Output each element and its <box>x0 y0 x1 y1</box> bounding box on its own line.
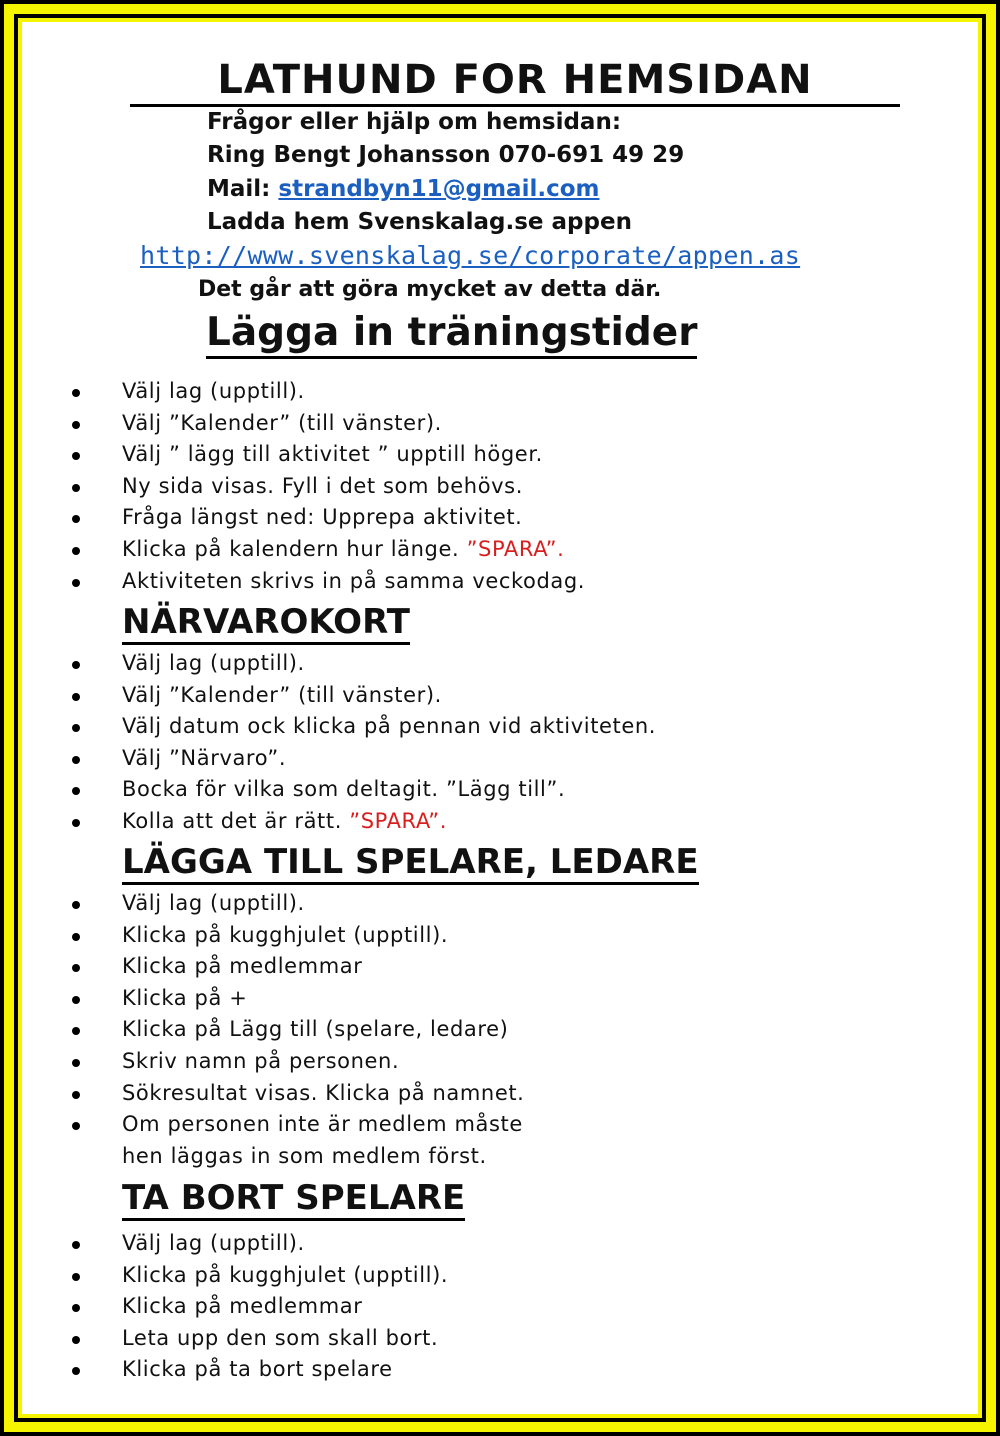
mail-link[interactable]: strandbyn11@gmail.com <box>278 176 600 202</box>
list-item-text: Klicka på kalendern hur länge. <box>122 536 460 561</box>
list-item: Välj lag (upptill). <box>68 648 656 680</box>
list-item: Välj lag (upptill). <box>68 376 585 408</box>
list-item: Bocka för vilka som deltagit. ”Lägg till”. <box>68 774 656 806</box>
list-item-continuation: hen läggas in som medlem först. <box>122 1143 487 1168</box>
list-item: Leta upp den som skall bort. <box>68 1323 448 1355</box>
list-item: Välj ”Kalender” (till vänster). <box>68 408 585 440</box>
list-item: Klicka på ta bort spelare <box>68 1354 448 1386</box>
list-item: Klicka på medlemmar <box>68 1291 448 1323</box>
list-item-text: Kolla att det är rätt. <box>122 808 342 833</box>
document-page <box>22 22 978 1414</box>
list-item: Välj lag (upptill). <box>68 1228 448 1260</box>
list-item: Fråga längst ned: Upprepa aktivitet. <box>68 502 585 534</box>
section-heading-training: Lägga in träningstider <box>206 310 697 359</box>
save-highlight: ”SPARA”. <box>466 536 565 561</box>
list-item: Klicka på Lägg till (spelare, ledare) <box>68 1014 524 1046</box>
list-item <box>68 806 656 838</box>
add-players-list <box>68 888 524 1172</box>
remove-players-list <box>68 1228 448 1386</box>
page-title: LATHUND FOR HEMSIDAN <box>130 56 900 107</box>
training-list <box>68 376 585 597</box>
contact-mail <box>207 175 599 203</box>
section-heading-attendance: NÄRVAROKORT <box>122 602 410 645</box>
list-item: Välj ”Närvaro”. <box>68 743 656 775</box>
list-item: Klicka på kugghjulet (upptill). <box>68 920 524 952</box>
list-item: Skriv namn på personen. <box>68 1046 524 1078</box>
list-item: Välj ”Kalender” (till vänster). <box>68 680 656 712</box>
list-item: Välj datum ock klicka på pennan vid aktiviteten. <box>68 711 656 743</box>
contact-line-1: Frågor eller hjälp om hemsidan: <box>207 109 622 135</box>
list-item: Välj lag (upptill). <box>68 888 524 920</box>
list-item: Om personen inte är medlem måste <box>68 1109 524 1141</box>
list-item: Sökresultat visas. Klicka på namnet. <box>68 1078 524 1110</box>
contact-line-2: Ring Bengt Johansson 070-691 49 29 <box>207 142 685 168</box>
app-url-link[interactable]: http://www.svenskalag.se/corporate/appen.as <box>140 241 801 270</box>
contact-note: Det går att göra mycket av detta där. <box>198 277 662 302</box>
list-item: Välj ” lägg till aktivitet ” upptill höger. <box>68 439 585 471</box>
list-item: Ny sida visas. Fyll i det som behövs. <box>68 471 585 503</box>
list-item: Aktiviteten skrivs in på samma veckodag. <box>68 566 585 598</box>
list-item: Klicka på medlemmar <box>68 951 524 983</box>
list-item: Klicka på kugghjulet (upptill). <box>68 1260 448 1292</box>
mail-label: Mail: <box>207 176 271 202</box>
list-item: Klicka på + <box>68 983 524 1015</box>
attendance-list <box>68 648 656 838</box>
section-heading-remove-players: TA BORT SPELARE <box>122 1178 465 1221</box>
save-highlight: ”SPARA”. <box>349 808 448 833</box>
contact-line-4: Ladda hem Svenskalag.se appen <box>207 209 632 235</box>
list-item <box>68 534 585 566</box>
section-heading-add-players: LÄGGA TILL SPELARE, LEDARE <box>122 842 699 885</box>
